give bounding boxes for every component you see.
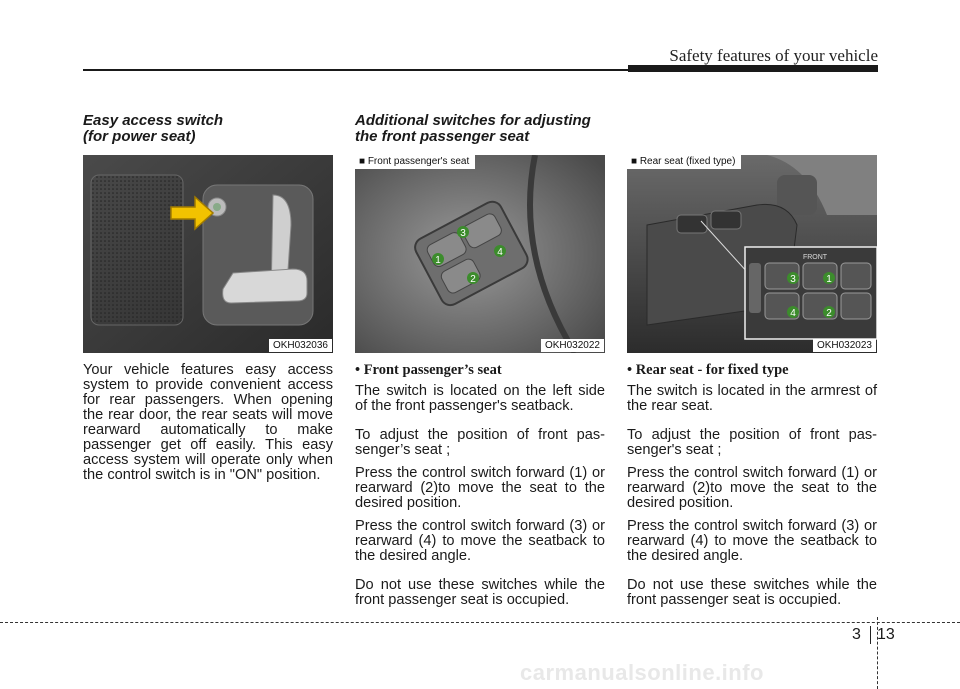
callout-4-icon [787,306,799,319]
svg-text:1: 1 [826,274,832,285]
svg-text:4: 4 [790,308,796,319]
subheading: • Rear seat - for fixed type [627,362,789,378]
page-number: 13 [877,626,895,643]
figure-code: OKH032036 [269,339,332,352]
heading-line-1: Additional switches for adjusting [355,112,591,129]
column-front-passenger [355,113,605,616]
running-header: Safety features of your vehicle [669,46,878,65]
body-text [355,363,605,608]
column-rear-seat [627,113,877,616]
heading-line-1: Easy access switch [83,112,224,129]
heading-spacer [627,113,877,155]
paragraph: Do not use these switches while the front passenger seat is occupied. [627,577,877,608]
watermark: carmanualsonline.info [520,660,764,685]
svg-text:2: 2 [826,308,832,319]
section-heading [83,113,333,155]
callout-2-icon [823,306,835,319]
paragraph: To adjust the position of front pas-senger's seat ; [627,427,877,458]
paragraph: The switch is located on the left side of the front passenger's seatback. [355,383,605,414]
page-divider [870,626,871,644]
callout-4-icon [494,245,506,258]
callout-2-icon [467,272,479,285]
subheading: • Front passenger’s seat [355,362,502,378]
svg-text:3: 3 [790,274,796,285]
callout-3-icon [457,226,469,239]
paragraph: Press the control switch forward (3) or rearward (4) to move the seatback to the desired angle. [355,518,605,564]
paragraph: Press the control switch forward (1) or rearward (2)to move the seat to the desired position. [355,465,605,511]
figure-seatback-switch [355,155,605,353]
header-tab-bar [628,65,878,72]
figure-code: OKH032023 [813,339,876,352]
column-easy-access [83,113,333,491]
footer-rule [0,622,960,623]
svg-text:2: 2 [470,274,476,285]
section-heading [355,113,605,155]
callouts [627,155,877,353]
body-text [627,363,877,608]
paragraph: Your vehicle features easy access system to provide convenient access for rear passengers. When opening the rear door, the rear seats will move rearward automatically to make passenger get off easily. This easy access system will operate only when the control switch is in "ON" position. [83,362,333,483]
callout-1-icon [823,272,835,285]
figure-rear-armrest-switch [627,155,877,353]
svg-text:4: 4 [497,247,503,258]
svg-text:3: 3 [460,228,466,239]
paragraph: To adjust the position of front pas-senger’s seat ; [355,427,605,458]
figure-door-seat-switch [83,155,333,353]
heading-line-2: (for power seat) [83,128,196,145]
callouts [355,155,605,353]
yellow-arrow-icon [83,155,333,353]
paragraph: Do not use these switches while the front passenger seat is occupied. [355,577,605,608]
heading-line-2: the front passenger seat [355,128,530,145]
figure-caption: ■ Rear seat (fixed type) [627,155,741,169]
chapter-number: 3 [852,626,861,643]
paragraph: The switch is located in the armrest of the rear seat. [627,383,877,414]
figure-caption: ■ Front passenger's seat [355,155,475,169]
body-text [83,363,333,483]
paragraph: Press the control switch forward (1) or rearward (2)to move the seat to the desired position. [627,465,877,511]
panel-label: FRONT [802,254,828,261]
paragraph: Press the control switch forward (3) or rearward (4) to move the seatback to the desired angle. [627,518,877,564]
figure-code: OKH032022 [541,339,604,352]
callout-1-icon [432,253,444,266]
svg-text:1: 1 [435,255,441,266]
callout-3-icon [787,272,799,285]
